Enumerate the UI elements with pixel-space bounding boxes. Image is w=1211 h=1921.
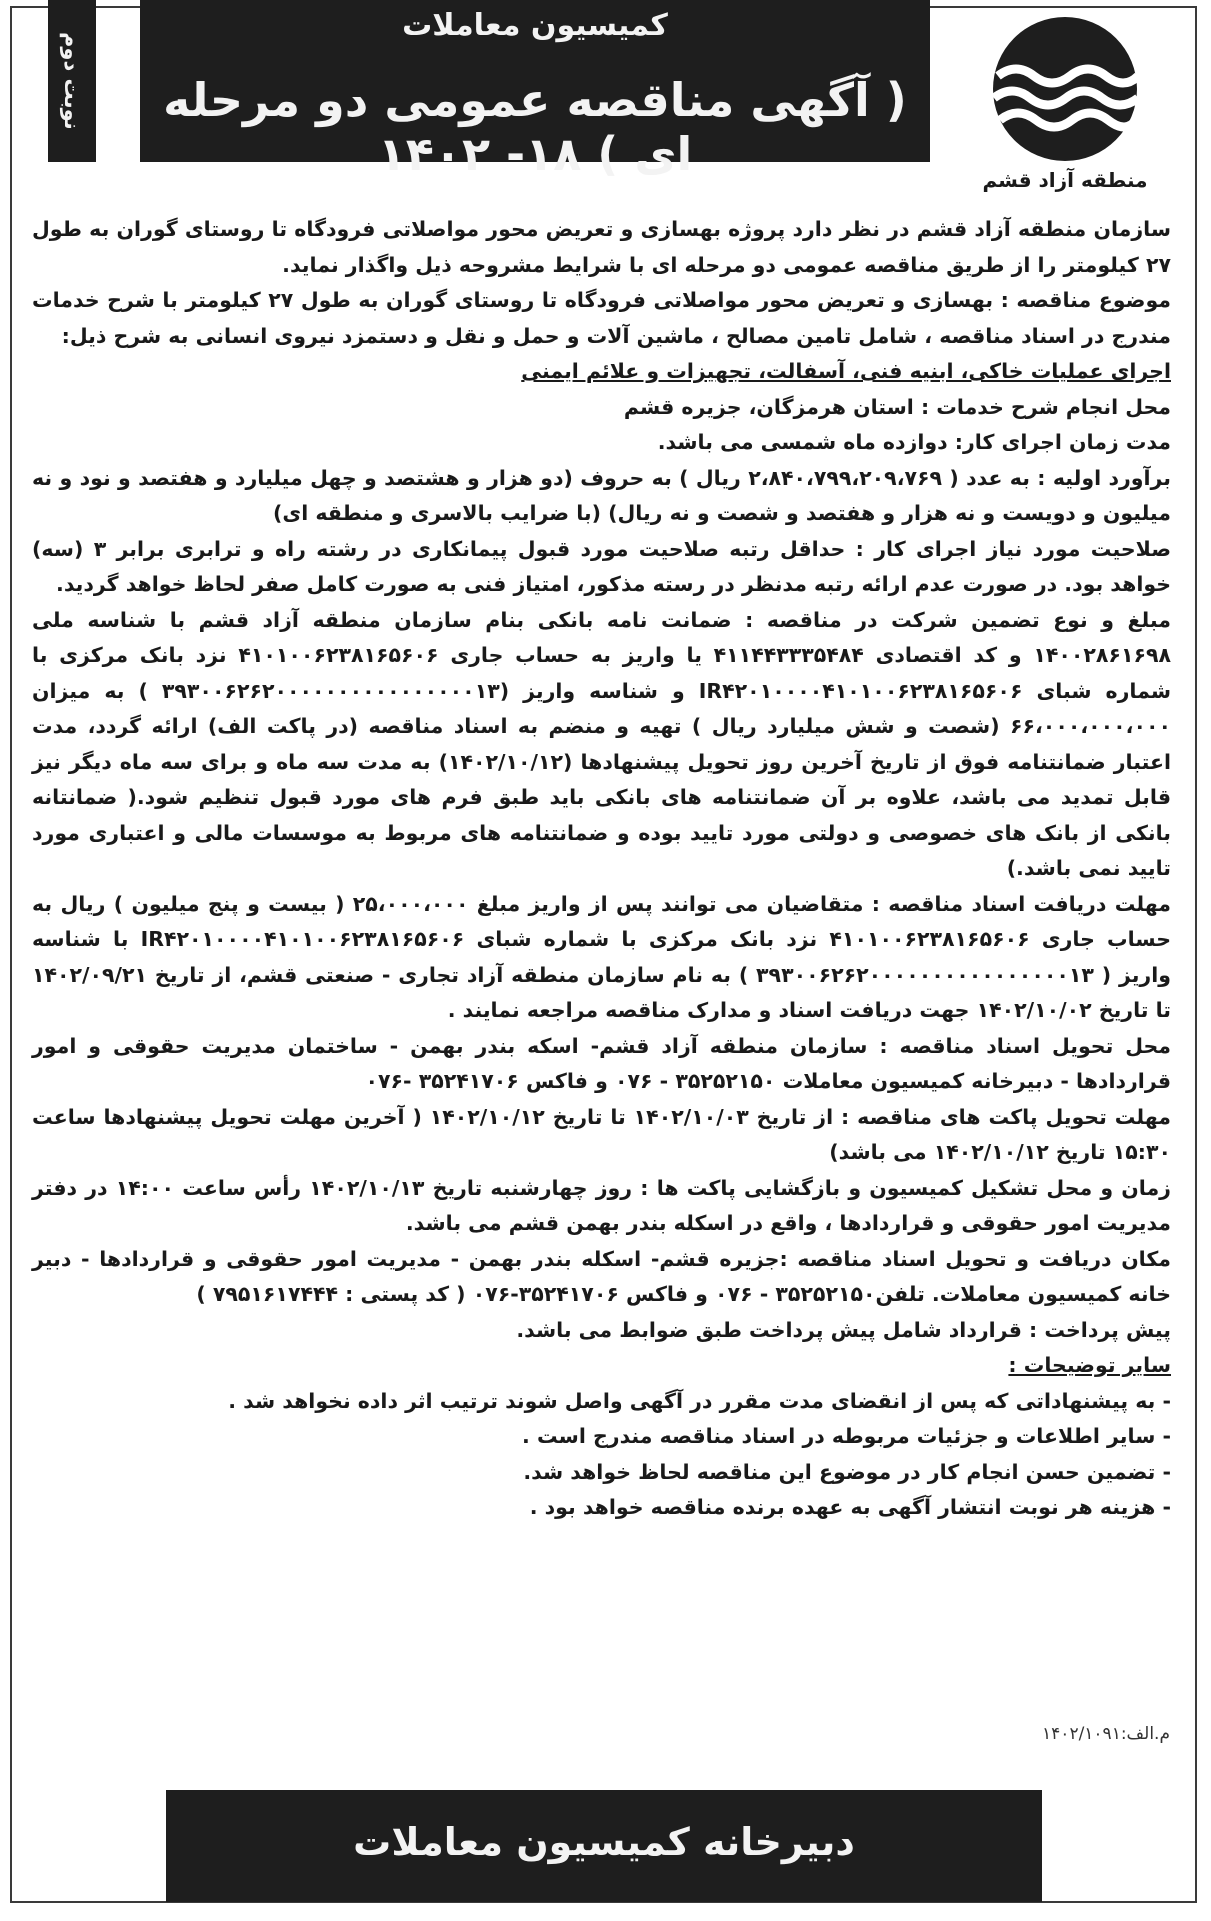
envelopes-delivery-deadline: مهلت تحویل پاکت های مناقصه : از تاریخ ۱۴۰۲/۱۰/۰۳ تا تاریخ ۱۴۰۲/۱۰/۱۲ ( آخرین مهلت تحویل پیشنهادها ساعت ۱۵:۳۰ تاریخ ۱۴۰۲/۱۰/۱۲ می باشد): [32, 1104, 1171, 1164]
header-banner: [140, 0, 930, 181]
service-location: محل انجام شرح خدمات : استان هرمزگان، جزیره قشم: [623, 394, 1171, 419]
reference-number: م.الف:۱۴۰۲/۱۰۹۱: [1042, 1724, 1170, 1744]
subject-items: اجرای عملیات خاکی، ابنیه فنی، آسفالت، تجهیزات و علائم ایمنی: [521, 359, 1171, 383]
intro-paragraph: سازمان منطقه آزاد قشم در نظر دارد پروژه بهسازی و تعریض محور مواصلاتی فرودگاه تا روستای گوران به طول ۲۷ کیلومتر را از طریق مناقصه عمومی دو مرحله ای با شرایط مشروحه ذیل واگذار نماید.: [32, 217, 1171, 277]
edition-label-box: [48, 0, 96, 162]
organization-logo: [960, 14, 1170, 194]
subject-paragraph: موضوع مناقصه : بهسازی و تعریض محور مواصلاتی فرودگاه تا روستای گوران به طول ۲۷ کیلومتر با شرح خدمات مندرج در اسناد مناقصه ، شامل تامین مصالح ، ماشین آلات و حمل و نقل و دستمزد نیروی انسانی به شرح ذیل:: [32, 288, 1171, 348]
note-item: - هزینه هر نوبت انتشار آگهی به عهده برنده مناقصه خواهد بود .: [529, 1495, 1171, 1519]
notice-title: ( آگهی مناقصه عمومی دو مرحله ای ) ۱۸- ۱۴۰۲: [163, 73, 907, 181]
guarantee-paragraph: مبلغ و نوع تضمین شرکت در مناقصه : ضمانت نامه بانکی بنام سازمان منطقه آزاد قشم با شناسه ملی ۱۴۰۰۲۸۶۱۶۹۸ و کد اقتصادی ۴۱۱۴۴۳۳۳۵۴۸۴ یا واریز به حساب جاری ۴۱۰۱۰۰۶۲۳۸۱۶۵۶۰۶ نزد بانک مرکزی با شماره شبای IR۴۲۰۱۰۰۰۰۴۱۰۱۰۰۶۲۳۸۱۶۵۶۰۶ و شناسه واریز (۳۹۳۰۰۶۲۶۲۰۰۰۰۰۰۰۰۰۰۰۰۰۰۰۰۱۳ ) به میزان ۶۶،۰۰۰،۰۰۰،۰۰۰ (شصت و شش میلیارد ریال ) تهیه و منضم به اسناد مناقصه (در پاکت الف) ارائه گردد، مدت اعتبار ضمانتنامه فوق از تاریخ آخرین روز تحویل پیشنهادها (۱۴۰۲/۱۰/۱۲) به مدت سه ماه و برای سه ماه دیگر نیز قابل تمدید می باشد، علاوه بر آن ضمانتنامه های بانکی باید طبق فرم های مورد قبول تنظیم شود.( ضمانتانه بانکی از بانک های خصوصی و دولتی مورد تایید بوده و ضمانتنامه های مربوط به موسسات مالی و اعتباری مورد تایید نمی باشد.): [32, 607, 1172, 880]
contact-paragraph: مکان دریافت و تحویل اسناد مناقصه :جزیره قشم- اسکله بندر بهمن - مدیریت امور حقوقی و قراردادها - دبیر خانه کمیسیون معاملات. تلفن۳۵۲۵۲۱۵۰ - ۰۷۶ و فاکس ۳۵۲۴۱۷۰۶-۰۷۶ ( کد پستی : ۷۹۵۱۶۱۷۴۴۴ ): [32, 1246, 1171, 1306]
note-item: - به پیشنهاداتی که پس از انقضای مدت مقرر در آگهی واصل شوند ترتیب اثر داده نخواهد شد .: [228, 1388, 1171, 1413]
prepayment-paragraph: پیش پرداخت : قرارداد شامل پیش پرداخت طبق ضوابط می باشد.: [516, 1317, 1171, 1342]
note-item: - تضمین حسن انجام کار در موضوع این مناقصه لحاظ خواهد شد.: [523, 1459, 1171, 1484]
edition-label: نوبت دوم: [60, 32, 84, 130]
opening-session: زمان و محل تشکیل کمیسیون و بازگشایی پاکت ها : روز چهارشنبه تاریخ ۱۴۰۲/۱۰/۱۳ رأس ساعت ۱۴:۰۰ در دفتر مدیریت امور حقوقی و قراردادها ، واقع در اسکله بندر بهمن قشم می باشد.: [32, 1175, 1171, 1235]
commission-title: کمیسیون معاملات: [402, 8, 668, 43]
initial-estimate: برآورد اولیه : به عدد ( ۲،۸۴۰،۷۹۹،۲۰۹،۷۶۹ ریال ) به حروف (دو هزار و هشتصد و چهل میلیارد و هفتصد و نود و نه میلیون و دویست و نه هزار و هفتصد و شصت و نه ریال) (با ضرایب بالاسری و منطقه ای): [32, 465, 1172, 525]
required-qualification: صلاحیت مورد نیاز اجرای کار : حداقل رتبه صلاحیت مورد قبول پیمانکاری در رشته راه و ترابری برابر ۳ (سه) خواهد بود. در صورت عدم ارائه رتبه مدنظر در رسته مذکور، امتیاز فنی به صورت کامل صفر لحاظ خواهد گردید.: [32, 536, 1172, 596]
execution-duration: مدت زمان اجرای کار: دوازده ماه شمسی می باشد.: [657, 430, 1171, 454]
footer-title: دبیرخانه کمیسیون معاملات: [353, 1820, 855, 1864]
notice-body: [32, 212, 1171, 1526]
logo-caption: منطقه آزاد قشم: [982, 168, 1148, 192]
note-item: - سایر اطلاعات و جزئیات مربوطه در اسناد مناقصه مندرج است .: [522, 1424, 1171, 1448]
notes-title: سایر توضیحات :: [1008, 1353, 1171, 1377]
documents-delivery-place: محل تحویل اسناد مناقصه : سازمان منطقه آزاد قشم- اسکه بندر بهمن - ساختمان مدیریت حقوقی و امور قراردادها - دبیرخانه کمیسیون معاملات ۳۵۲۵۲۱۵۰ - ۰۷۶ و فاکس ۳۵۲۴۱۷۰۶ -۰۷۶: [32, 1033, 1171, 1093]
documents-deadline: مهلت دریافت اسناد مناقصه : متقاضیان می توانند پس از واریز مبلغ ۲۵،۰۰۰،۰۰۰ ( بیست و پنج میلیون ) ریال به حساب جاری ۴۱۰۱۰۰۶۲۳۸۱۶۵۶۰۶ نزد بانک مرکزی با شماره شبای IR۴۲۰۱۰۰۰۰۴۱۰۱۰۰۶۲۳۸۱۶۵۶۰۶ با شناسه واریز ( ۳۹۳۰۰۶۲۶۲۰۰۰۰۰۰۰۰۰۰۰۰۰۰۰۰۱۳ ) به نام سازمان منطقه آزاد تجاری - صنعتی قشم، از تاریخ ۱۴۰۲/۰۹/۲۱ تا تاریخ ۱۴۰۲/۱۰/۰۲ جهت دریافت اسناد و مدارک مناقصه مراجعه نمایند .: [32, 891, 1171, 1022]
footer-banner: [166, 1790, 1042, 1902]
water-waves-logo-icon: [990, 14, 1140, 164]
